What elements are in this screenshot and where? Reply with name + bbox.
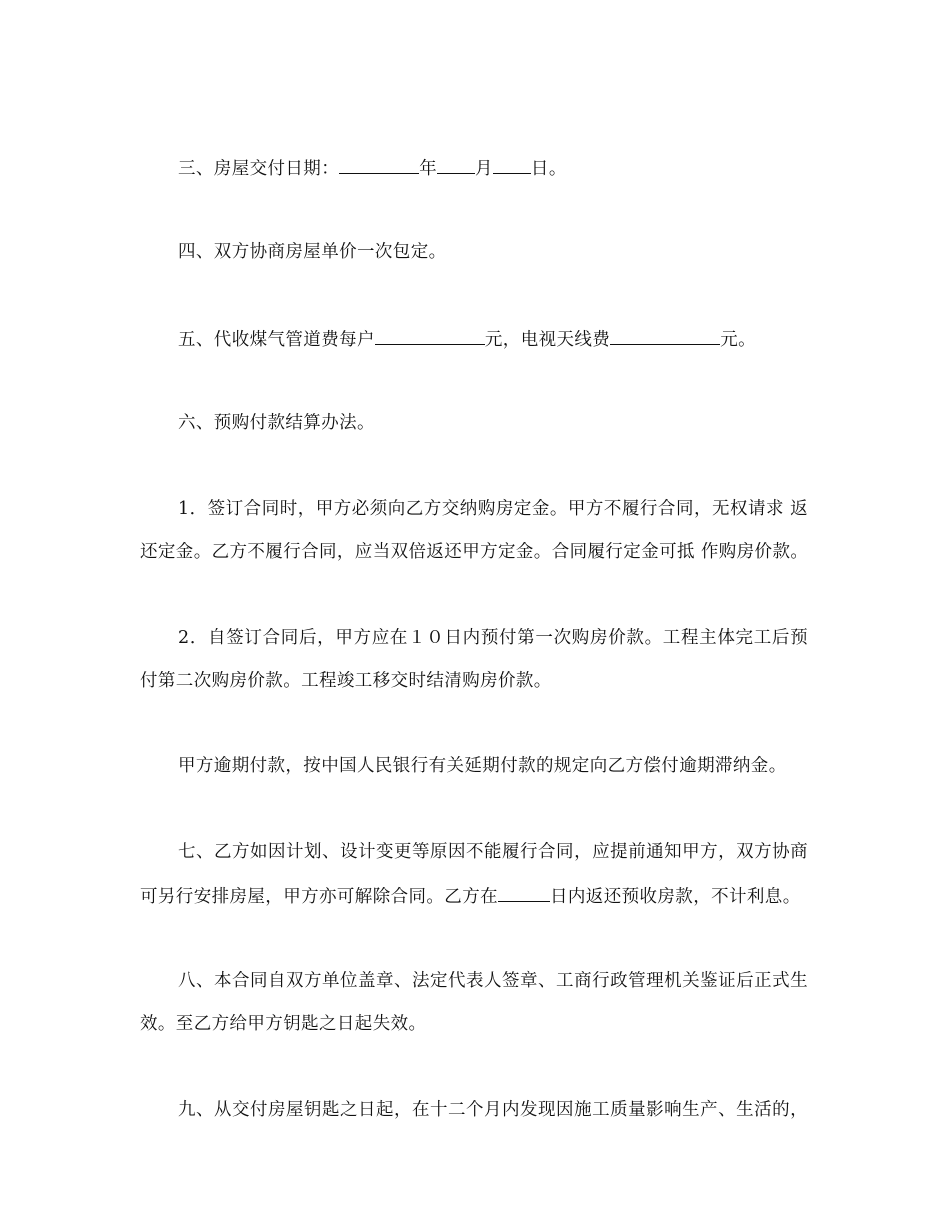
refund-days-blank <box>498 883 550 902</box>
month-label: 月 <box>475 159 493 179</box>
change-clause-line-2 <box>140 883 801 909</box>
effective-clause-line-1: 八、本合同自双方单位盖章、法定代表人签章、工商行政管理机关鉴证后正式生 <box>178 971 808 991</box>
delivery-date-label: 三、房屋交付日期： <box>178 159 340 179</box>
month-blank <box>437 155 475 174</box>
effective-clause-line-2: 效。至乙方给甲方钥匙之日起失效。 <box>140 1014 427 1034</box>
payment-method-heading: 六、预购付款结算办法。 <box>178 413 375 433</box>
tv-fee-blank <box>610 326 720 345</box>
year-label: 年 <box>419 159 438 179</box>
deposit-clause-line-2: 还定金。乙方不履行合同，应当双倍返还甲方定金。合同履行定金可抵 作购房价款。 <box>140 542 809 562</box>
deposit-clause-line-1: 1．签订合同时，甲方必须向乙方交纳购房定金。甲方不履行合同，无权请求 返 <box>178 499 808 519</box>
delivery-date-clause <box>178 155 567 181</box>
year-blank <box>339 155 419 174</box>
installment-clause-line-1: 2．自签订合同后，甲方应在１０日内预付第一次购房价款。工程主体完工后预 <box>178 628 808 648</box>
fees-end: 元。 <box>720 330 757 350</box>
unit-price-clause: 四、双方协商房屋单价一次包定。 <box>178 242 447 262</box>
refund-prefix: 可另行安排房屋，甲方亦可解除合同。乙方在 <box>140 887 498 907</box>
installment-clause-line-2: 付第二次购房价款。工程竣工移交时结清购房价款。 <box>140 671 552 691</box>
overdue-payment-clause: 甲方逾期付款，按中国人民银行有关延期付款的规定向乙方偿付逾期滞纳金。 <box>178 756 787 776</box>
tv-fee-label: 元，电视天线费 <box>484 330 611 350</box>
day-blank <box>493 155 531 174</box>
day-label: 日。 <box>530 159 567 179</box>
warranty-clause-line-1: 九、从交付房屋钥匙之日起，在十二个月内发现因施工质量影响生产、生活的， <box>178 1100 808 1120</box>
refund-suffix: 日内返还预收房款，不计利息。 <box>550 887 801 907</box>
gas-fee-blank <box>375 326 485 345</box>
fees-clause <box>178 326 756 352</box>
change-clause-line-1: 七、乙方如因计划、设计变更等原因不能履行合同，应提前通知甲方，双方协商 <box>178 842 808 862</box>
gas-fee-label: 五、代收煤气管道费每户 <box>178 330 375 350</box>
